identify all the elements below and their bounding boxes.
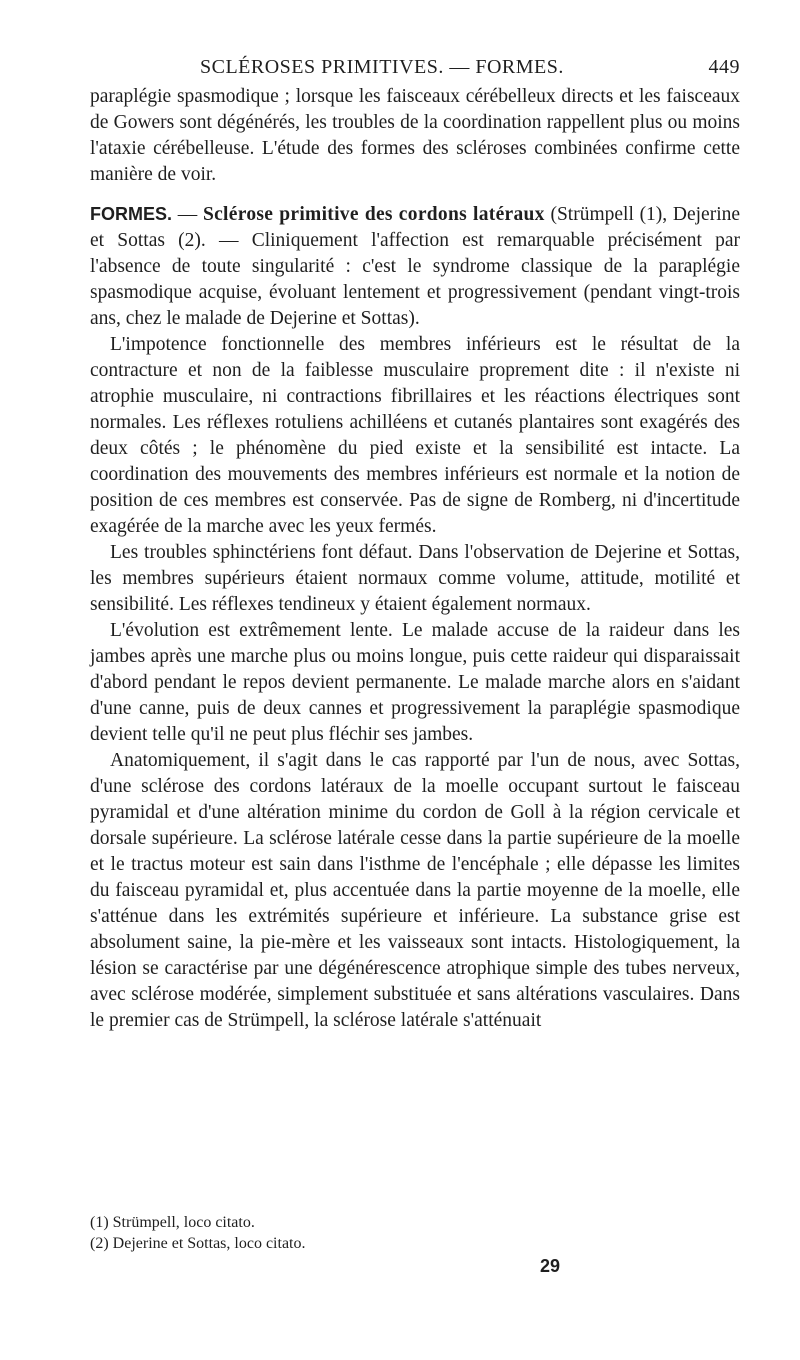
section-label: FORMES. [90, 204, 173, 224]
paragraph: Les troubles sphinctériens font défaut. Dans l'observation de Dejerine et Sottas, les membres supérieurs étaient normaux comme volume, attitude, motilité et sensibilité. Les réflexes tendineux y étaient également normaux. [90, 542, 740, 615]
header-title: SCLÉROSES PRIMITIVES. — FORMES. [200, 56, 564, 78]
section-text: (Strümpell (1), Dejerine et Sottas (2). — Cliniquement l'affection est remarquable précisément par l'absence de toute singularité : c'est le syndrome classique de la paraplégie spasmodique acquise, évoluant lentement et progressivement (pendant vingt-trois ans, chez le malade de Dejerine et Sottas). [90, 204, 741, 329]
section-dash: — [172, 204, 203, 225]
paragraph: Anatomiquement, il s'agit dans le cas rapporté par l'un de nous, avec Sottas, d'une sclérose des cordons latéraux de la moelle occupant surtout le faisceau pyramidal et d'une altération minime du cordon de Goll à la région cervicale et dorsale supérieure. La sclérose latérale cesse dans la partie supérieure de la moelle et le tractus moteur est sain dans l'isthme de l'encéphale ; elle dépasse les limites du faisceau pyramidal et, plus accentuée dans la partie moyenne de la moelle, elle s'atténue dans les extrémités supérieure et inférieure. La substance grise est absolument saine, la pie-mère et les vaisseaux sont intacts. Histologiquement, la lésion se caractérise par une dégénérescence atrophique simple des tubes nerveux, avec sclérose modérée, simplement substituée et sans altérations vasculaires. Dans le premier cas de Strümpell, la sclérose latérale s'atténuait [90, 750, 740, 1031]
section-paragraph [90, 201, 740, 332]
footnote: (2) Dejerine et Sottas, loco citato. [90, 1235, 306, 1252]
footnotes [90, 1212, 740, 1254]
paragraph: L'évolution est extrêmement lente. Le malade accuse de la raideur dans les jambes après une marche plus ou moins longue, puis cette raideur qui disparaissait d'abord pendant le repos devient permanente. Le malade marche alors en s'aidant d'une canne, puis de deux cannes et progressivement la paraplégie spasmodique devient telle qu'il ne peut plus fléchir ses jambes. [90, 620, 740, 745]
page-number: 449 [708, 56, 740, 78]
signature-mark: 29 [540, 1256, 561, 1276]
paragraph: paraplégie spasmodique ; lorsque les faisceaux cérébelleux directs et les faisceaux de Gowers sont dégénérés, les troubles de la coordination rappellent plus ou moins l'ataxie cérébelleuse. L'étude des formes des scléroses combinées confirme cette manière de voir. [90, 86, 740, 185]
footnote: (1) Strümpell, loco citato. [90, 1214, 255, 1231]
running-header [90, 56, 740, 80]
paragraph: L'impotence fonctionnelle des membres inférieurs est le résultat de la contracture et non de la faiblesse musculaire proprement dite : il n'existe ni atrophie musculaire, ni contractions fibrillaires et les réactions électriques sont normales. Les réflexes rotuliens achilléens et cutanés plantaires sont exagérés des deux côtés ; le phénomène du pied existe et la sensibilité est intacte. La coordination des mouvements des membres inférieurs est normale et la notion de position de ces membres est conservée. Pas de signe de Romberg, ni d'incertitude exagérée de la marche avec les yeux fermés. [90, 334, 740, 537]
section-title: Sclérose primitive des cordons latéraux [202, 204, 545, 225]
body-text [90, 84, 740, 1034]
